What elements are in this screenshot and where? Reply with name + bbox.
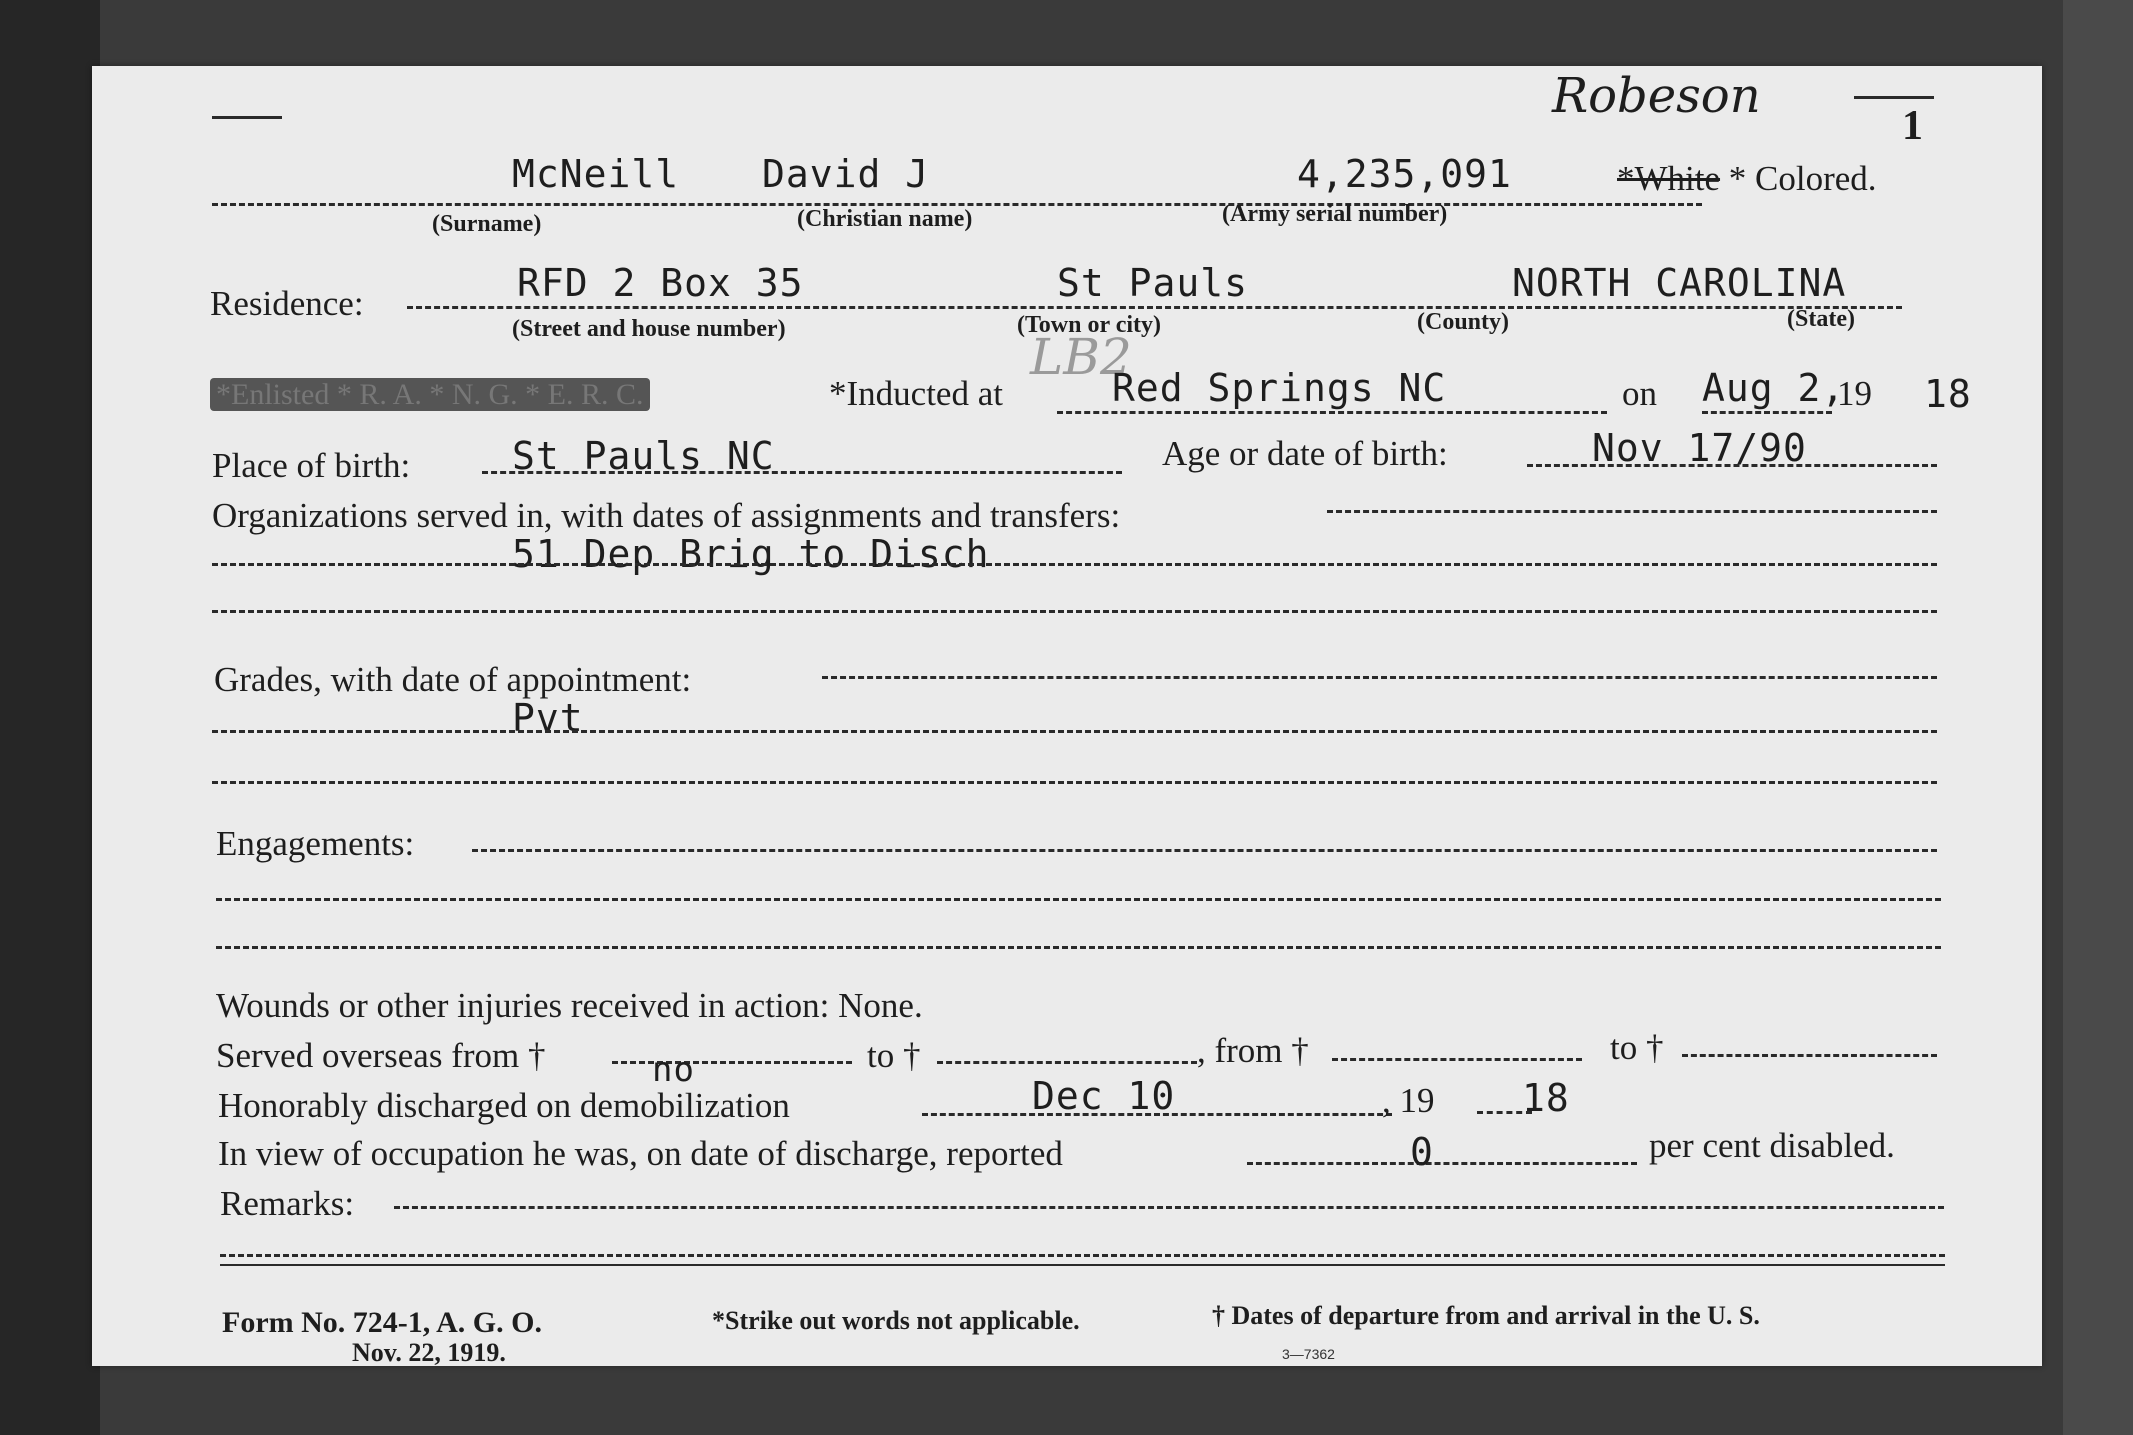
remarks-label: Remarks:: [220, 1184, 355, 1223]
surname-label: (Surname): [432, 211, 542, 237]
scan-border-right: [2063, 0, 2133, 1435]
organizations-value: 51 Dep Brig to Disch: [512, 532, 990, 576]
disability-label: In view of occupation he was, on date of discharge, reported: [218, 1134, 1063, 1173]
remarks-line-1: [394, 1206, 1944, 1209]
disability-value: 0: [1410, 1130, 1434, 1174]
grades-line-2: [212, 730, 1937, 733]
overseas-from-value: no: [652, 1050, 695, 1090]
discharge-date-line: [922, 1113, 1392, 1116]
scan-border-left: [0, 0, 100, 1435]
inducted-year-prefix: 19: [1837, 374, 1872, 413]
engagements-line-1: [472, 849, 1937, 852]
enlisted-redacted: [210, 378, 650, 412]
street-label: (Street and house number): [512, 316, 786, 342]
dates-note: † Dates of departure from and arrival in the U. S.: [1212, 1301, 1760, 1330]
overseas-to2-label: to †: [1610, 1028, 1664, 1067]
christian-name-value: David J: [762, 152, 930, 196]
overseas-to2-line: [1682, 1054, 1937, 1057]
strike-out-note: *Strike out words not applicable.: [712, 1306, 1080, 1335]
form-date: Nov. 22, 1919.: [352, 1338, 506, 1367]
race-white-option: *White: [1617, 159, 1721, 198]
town-label: (Town or city): [1017, 312, 1161, 338]
organizations-line-2: [212, 563, 1937, 566]
card-number: 1: [1902, 103, 1923, 149]
footer-rule: [220, 1264, 1945, 1266]
surname-value: McNeill: [512, 152, 680, 196]
inducted-line: [1057, 411, 1607, 414]
enlisted-options: *Enlisted * R. A. * N. G. * E. R. C.: [210, 378, 650, 411]
grades-line-3: [212, 781, 1937, 784]
inducted-date-line: [1702, 411, 1832, 414]
overseas-label: Served overseas from †: [216, 1036, 546, 1075]
inducted-label: *Inducted at: [829, 374, 1003, 413]
overseas-to-label: to †: [867, 1036, 921, 1075]
inducted-date-value: Aug 2,: [1702, 366, 1846, 410]
age-label: Age or date of birth:: [1162, 434, 1448, 473]
wounds-row: [216, 986, 923, 1026]
date-of-birth-line: [1527, 464, 1937, 467]
race-colored-option: * Colored.: [1728, 159, 1877, 198]
date-of-birth-value: Nov 17/90: [1592, 426, 1807, 470]
county-handwritten-note: Robeson: [1552, 68, 1761, 124]
place-of-birth-line: [482, 471, 1122, 474]
disability-line: [1247, 1162, 1637, 1165]
organizations-line-1: [1327, 510, 1937, 513]
service-record-card: [92, 66, 2042, 1366]
engagements-line-3: [216, 946, 1941, 949]
grades-line-1: [822, 676, 1937, 679]
inducted-year-value: 18: [1924, 372, 1972, 416]
place-of-birth-value: St Pauls NC: [512, 434, 775, 478]
inducted-on-label: on: [1622, 374, 1657, 413]
residence-label: Residence:: [210, 284, 364, 323]
discharge-label: Honorably discharged on demobilization: [218, 1086, 790, 1125]
county-label: (County): [1417, 309, 1510, 335]
residence-town-value: St Pauls: [1057, 261, 1249, 305]
inducted-place-value: Red Springs NC: [1112, 366, 1447, 410]
place-of-birth-label: Place of birth:: [212, 446, 411, 485]
wounds-label: Wounds or other injuries received in action:: [216, 986, 830, 1025]
form-number: Form No. 724-1, A. G. O.: [222, 1306, 542, 1339]
state-label: (State): [1787, 306, 1855, 332]
discharge-year-value: 18: [1522, 1076, 1570, 1120]
wounds-value: None.: [838, 986, 923, 1025]
overseas-from2-line: [1332, 1058, 1582, 1061]
organizations-label: Organizations served in, with dates of assignments and transfers:: [212, 496, 1121, 535]
disability-suffix: per cent disabled.: [1649, 1126, 1895, 1165]
discharge-date-value: Dec 10: [1032, 1074, 1176, 1118]
grades-label: Grades, with date of appointment:: [214, 660, 692, 699]
grades-value: Pvt: [512, 696, 584, 740]
residence-line: [407, 306, 1902, 309]
remarks-line-2: [220, 1254, 1945, 1257]
print-code: 3—7362: [1282, 1346, 1335, 1362]
overseas-to-line: [937, 1061, 1197, 1064]
card-number-rule: [1854, 96, 1934, 99]
race-options: [1617, 159, 1877, 199]
engagements-line-2: [216, 898, 1941, 901]
organizations-line-3: [212, 610, 1937, 613]
serial-number-value: 4,235,091: [1297, 152, 1512, 196]
handwritten-stamp: LB2: [1030, 328, 1132, 386]
christian-name-label: (Christian name): [797, 206, 973, 232]
overseas-from2-label: , from †: [1197, 1031, 1309, 1070]
serial-number-label: (Army serial number): [1222, 201, 1448, 227]
residence-street-value: RFD 2 Box 35: [517, 261, 804, 305]
discharge-year-prefix: , 19: [1382, 1081, 1435, 1120]
discharge-year-line: [1477, 1111, 1532, 1114]
top-left-rule: [212, 116, 282, 119]
residence-state-value: NORTH CAROLINA: [1512, 261, 1847, 305]
overseas-from-line: [612, 1061, 852, 1064]
engagements-label: Engagements:: [216, 824, 415, 863]
